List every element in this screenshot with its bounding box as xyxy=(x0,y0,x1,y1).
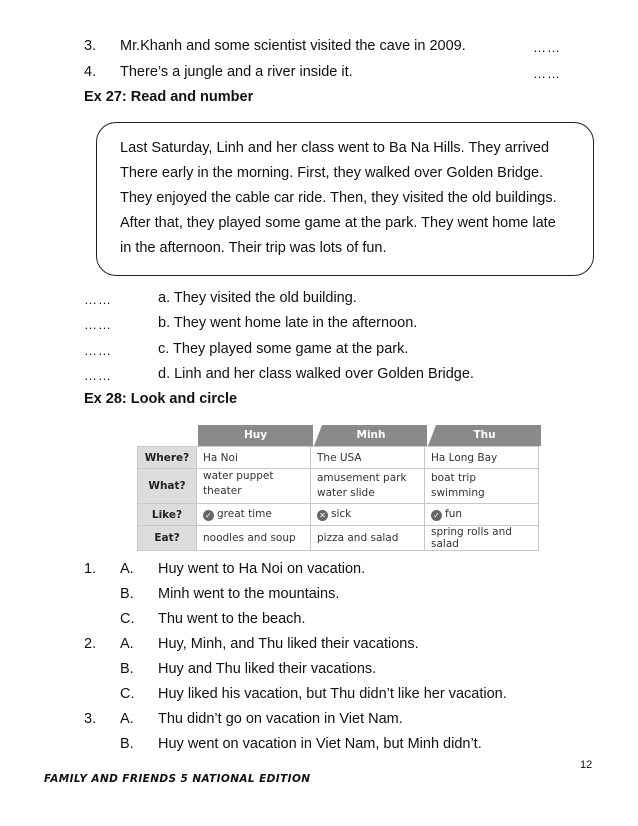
cell-text: fun xyxy=(445,508,463,520)
cell-line: amusement park xyxy=(317,472,407,484)
option-letter[interactable]: B. xyxy=(120,736,134,752)
table-cell: Ha Noi xyxy=(197,447,311,469)
table-cell: pizza and salad xyxy=(311,526,425,551)
option-letter[interactable]: A. xyxy=(120,711,134,727)
option-letter[interactable]: A. xyxy=(120,636,134,652)
exercise-27-heading: Ex 27: Read and number xyxy=(84,89,254,105)
cell-line: water slide xyxy=(317,487,375,499)
item-text: Mr.Khanh and some scientist visited the cave in 2009. xyxy=(120,38,466,54)
passage-line: There early in the morning. First, they walked over Golden Bridge. xyxy=(120,165,544,181)
option-text[interactable]: Huy liked his vacation, but Thu didn’t like her vacation. xyxy=(158,686,507,702)
answer-blank[interactable]: …… xyxy=(84,343,112,358)
cell-line: swimming xyxy=(431,487,485,499)
cell-line: water puppet theater xyxy=(203,470,274,497)
option-letter[interactable]: B. xyxy=(120,661,134,677)
table-row xyxy=(138,504,539,526)
cell-text: sick xyxy=(331,508,352,520)
option-letter[interactable]: B. xyxy=(120,586,134,602)
table-cell: noodles and soup xyxy=(197,526,311,551)
statement-text: c. They played some game at the park. xyxy=(158,341,409,357)
table-cell: The USA xyxy=(311,447,425,469)
check-icon: ✓ xyxy=(431,510,442,521)
passage-line: They enjoyed the cable car ride. Then, they visited the old buildings. xyxy=(120,190,557,206)
question-number: 1. xyxy=(84,561,97,577)
question-number: 2. xyxy=(84,636,97,652)
table-cell xyxy=(311,504,425,526)
row-label: What? xyxy=(138,469,197,504)
option-letter[interactable]: A. xyxy=(120,561,134,577)
table-cell xyxy=(425,469,539,504)
exercise-28-heading: Ex 28: Look and circle xyxy=(84,391,238,407)
answer-blank[interactable]: …… xyxy=(84,368,112,383)
column-header-thu: Thu xyxy=(473,429,496,441)
cross-icon: ✕ xyxy=(317,510,328,521)
statement-text: a. They visited the old building. xyxy=(158,290,357,306)
option-letter[interactable]: C. xyxy=(120,611,135,627)
answer-blank[interactable]: …… xyxy=(84,292,112,307)
row-label: Eat? xyxy=(138,526,197,551)
cell-line: boat trip xyxy=(431,472,476,484)
table-row xyxy=(138,526,539,551)
table-cell: Ha Long Bay xyxy=(425,447,539,469)
option-text[interactable]: Huy went on vacation in Viet Nam, but Minh didn’t. xyxy=(158,736,482,752)
table-cell: spring rolls and salad xyxy=(425,526,539,551)
column-header-huy: Huy xyxy=(198,425,313,446)
answer-blank[interactable]: …… xyxy=(84,317,112,332)
answer-blank[interactable]: …… xyxy=(533,66,561,81)
passage-line: Last Saturday, Linh and her class went to Ba Na Hills. They arrived xyxy=(120,140,550,156)
table-cell xyxy=(197,504,311,526)
vacation-table xyxy=(137,446,539,551)
answer-blank[interactable]: …… xyxy=(533,40,561,55)
column-header-minh: Minh xyxy=(356,429,386,441)
row-label: Like? xyxy=(138,504,197,526)
statement-text: b. They went home late in the afternoon. xyxy=(158,315,418,331)
cell-text: great time xyxy=(217,508,272,520)
passage-line: After that, they played some game at the park. They went home late xyxy=(120,215,556,231)
passage-line: in the afternoon. Their trip was lots of fun. xyxy=(120,240,387,256)
table-row xyxy=(138,469,539,504)
question-number: 3. xyxy=(84,711,97,727)
item-number: 4. xyxy=(84,64,97,80)
item-text: There’s a jungle and a river inside it. xyxy=(120,64,353,80)
option-text[interactable]: Huy and Thu liked their vacations. xyxy=(158,661,377,677)
option-text[interactable]: Minh went to the mountains. xyxy=(158,586,340,602)
option-text[interactable]: Thu went to the beach. xyxy=(158,611,306,627)
option-text[interactable]: Huy went to Ha Noi on vacation. xyxy=(158,561,366,577)
footer-title: FAMILY AND FRIENDS 5 NATIONAL EDITION xyxy=(44,773,311,785)
option-text[interactable]: Thu didn’t go on vacation in Viet Nam. xyxy=(158,711,403,727)
table-cell xyxy=(197,469,311,504)
check-icon: ✓ xyxy=(203,510,214,521)
option-letter[interactable]: C. xyxy=(120,686,135,702)
table-cell xyxy=(311,469,425,504)
item-number: 3. xyxy=(84,38,97,54)
row-label: Where? xyxy=(138,447,197,469)
statement-text: d. Linh and her class walked over Golden Bridge. xyxy=(158,366,474,382)
table-row xyxy=(138,447,539,469)
option-text[interactable]: Huy, Minh, and Thu liked their vacations. xyxy=(158,636,419,652)
page-number: 12 xyxy=(580,759,593,771)
table-cell xyxy=(425,504,539,526)
